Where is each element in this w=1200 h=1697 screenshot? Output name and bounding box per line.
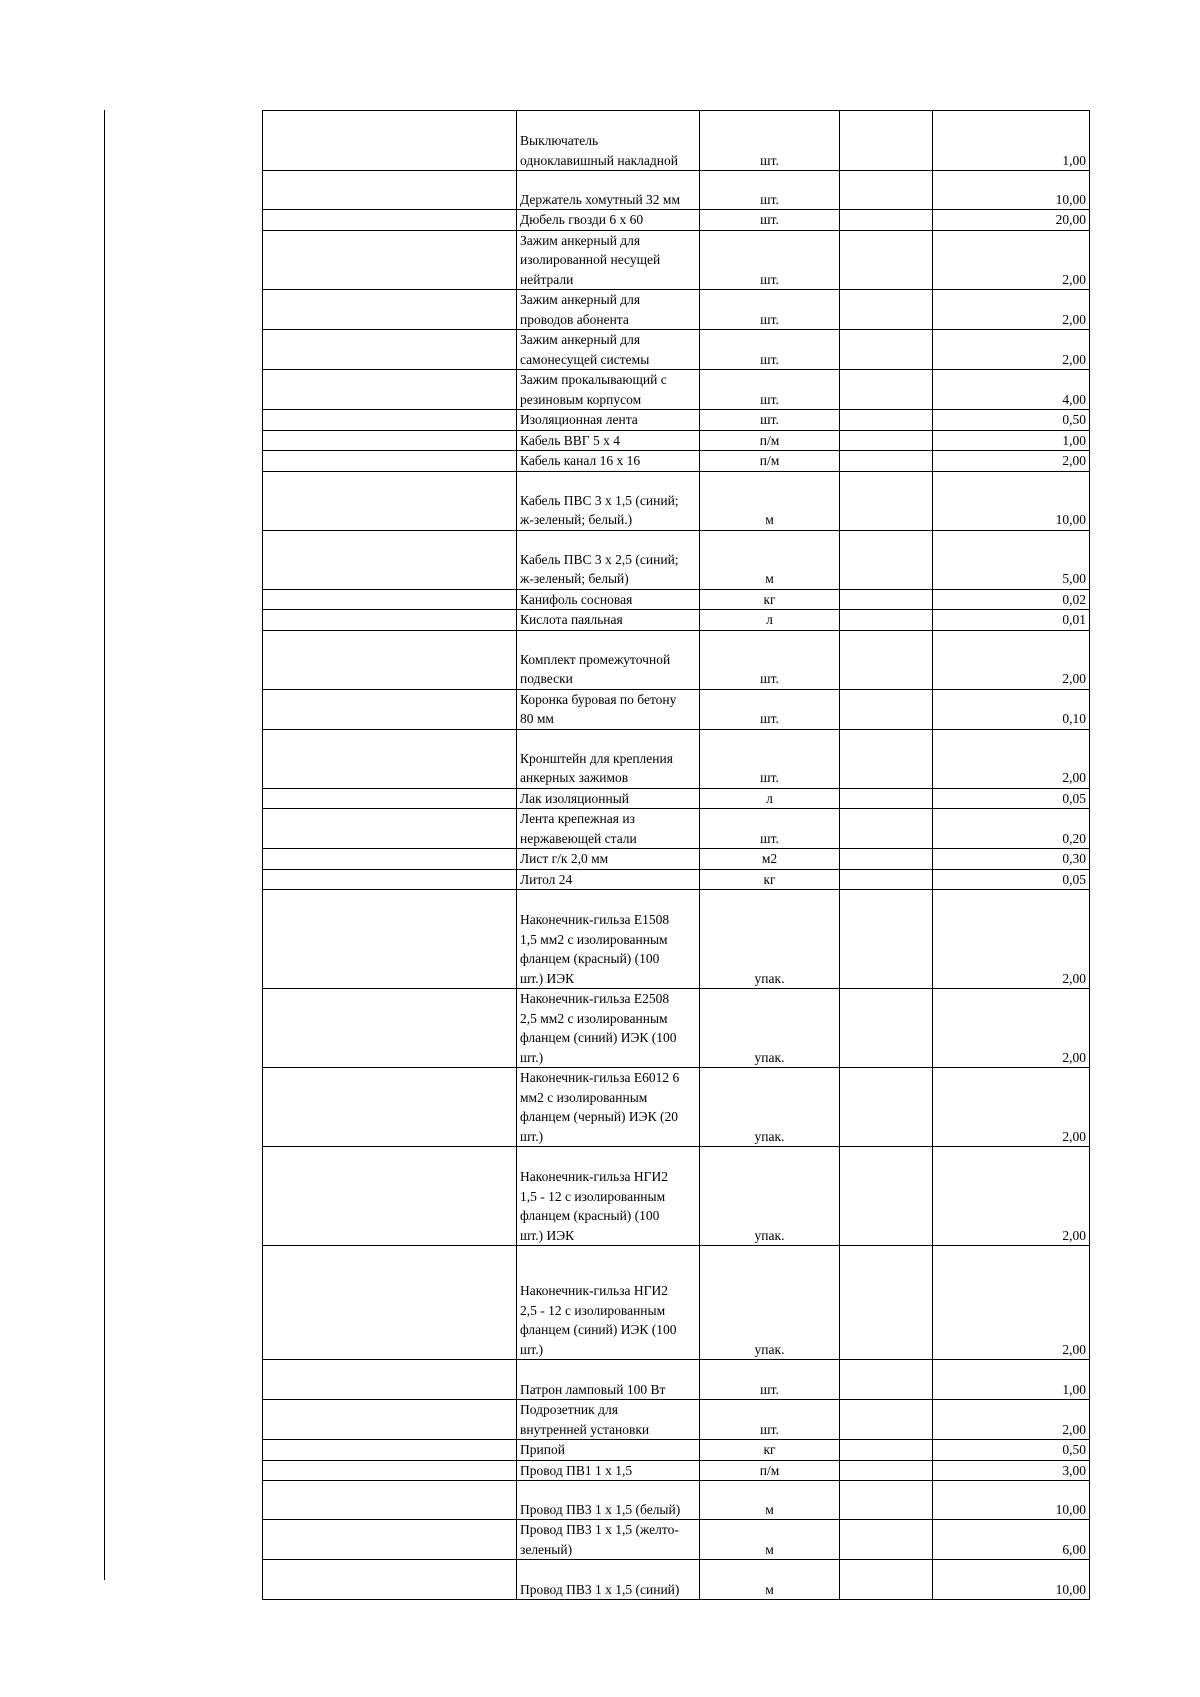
empty-cell: [840, 689, 933, 729]
material-name-cell: Наконечник-гильза НГИ2 1,5 - 12 с изолированным фланцем (красный) (100 шт.) ИЭК: [517, 1147, 700, 1246]
empty-cell: [840, 1460, 933, 1481]
empty-cell: [263, 230, 517, 290]
empty-cell: [840, 1440, 933, 1461]
material-name-cell: Кабель ПВС 3 х 1,5 (синий; ж-зеленый; белый.): [517, 471, 700, 530]
unit-cell: кг: [700, 589, 840, 610]
empty-cell: [263, 809, 517, 849]
materials-table-body: [263, 111, 1090, 1600]
empty-cell: [263, 330, 517, 370]
empty-cell: [263, 849, 517, 870]
table-row: [263, 171, 1090, 210]
empty-cell: [263, 1481, 517, 1520]
material-name-cell: Лист г/к 2,0 мм: [517, 849, 700, 870]
empty-cell: [263, 788, 517, 809]
materials-table: [262, 110, 1090, 1600]
quantity-cell: 6,00: [933, 1520, 1090, 1560]
material-name-cell: Подрозетник для внутренней установки: [517, 1400, 700, 1440]
unit-cell: шт.: [700, 1400, 840, 1440]
table-row: [263, 869, 1090, 890]
empty-cell: [263, 1560, 517, 1600]
table-row: [263, 1068, 1090, 1147]
unit-cell: п/м: [700, 430, 840, 451]
unit-cell: упак.: [700, 890, 840, 989]
left-margin-rule: [104, 110, 105, 1580]
material-name-cell: Провод ПВ3 1 х 1,5 (синий): [517, 1560, 700, 1600]
empty-cell: [840, 610, 933, 631]
empty-cell: [840, 430, 933, 451]
material-name-cell: Провод ПВ1 1 х 1,5: [517, 1460, 700, 1481]
empty-cell: [840, 111, 933, 171]
quantity-cell: 10,00: [933, 1481, 1090, 1520]
unit-cell: м2: [700, 849, 840, 870]
quantity-cell: 2,00: [933, 890, 1090, 989]
unit-cell: упак.: [700, 1068, 840, 1147]
unit-cell: шт.: [700, 630, 840, 689]
quantity-cell: 2,00: [933, 290, 1090, 330]
unit-cell: м: [700, 1520, 840, 1560]
empty-cell: [840, 1147, 933, 1246]
table-row: [263, 290, 1090, 330]
table-row: [263, 610, 1090, 631]
table-row: [263, 1400, 1090, 1440]
unit-cell: п/м: [700, 1460, 840, 1481]
table-row: [263, 430, 1090, 451]
empty-cell: [840, 1360, 933, 1400]
empty-cell: [263, 1147, 517, 1246]
quantity-cell: 0,05: [933, 869, 1090, 890]
empty-cell: [840, 589, 933, 610]
material-name-cell: Канифоль сосновая: [517, 589, 700, 610]
unit-cell: л: [700, 610, 840, 631]
quantity-cell: 2,00: [933, 630, 1090, 689]
quantity-cell: 0,50: [933, 1440, 1090, 1461]
table-row: [263, 111, 1090, 171]
unit-cell: м: [700, 471, 840, 530]
table-row: [263, 1460, 1090, 1481]
table-row: [263, 451, 1090, 472]
empty-cell: [840, 451, 933, 472]
empty-cell: [263, 989, 517, 1068]
empty-cell: [840, 410, 933, 431]
table-row: [263, 230, 1090, 290]
empty-cell: [263, 890, 517, 989]
material-name-cell: Кронштейн для крепления анкерных зажимов: [517, 729, 700, 788]
quantity-cell: 0,20: [933, 809, 1090, 849]
quantity-cell: 10,00: [933, 171, 1090, 210]
empty-cell: [263, 1360, 517, 1400]
material-name-cell: Кабель ВВГ 5 x 4: [517, 430, 700, 451]
empty-cell: [840, 171, 933, 210]
material-name-cell: Коронка буровая по бетону 80 мм: [517, 689, 700, 729]
table-row: [263, 330, 1090, 370]
material-name-cell: Наконечник-гильза Е2508 2,5 мм2 с изолированным фланцем (синий) ИЭК (100 шт.): [517, 989, 700, 1068]
material-name-cell: Лента крепежная из нержавеющей стали: [517, 809, 700, 849]
table-row: [263, 1360, 1090, 1400]
quantity-cell: 2,00: [933, 1246, 1090, 1360]
empty-cell: [840, 530, 933, 589]
material-name-cell: Наконечник-гильза Е1508 1,5 мм2 с изолированным фланцем (красный) (100 шт.) ИЭК: [517, 890, 700, 989]
material-name-cell: Зажим анкерный для изолированной несущей нейтрали: [517, 230, 700, 290]
material-name-cell: Наконечник-гильза НГИ2 2,5 - 12 с изолированным фланцем (синий) ИЭК (100 шт.): [517, 1246, 700, 1360]
empty-cell: [840, 890, 933, 989]
material-name-cell: Изоляционная лента: [517, 410, 700, 431]
empty-cell: [263, 1400, 517, 1440]
unit-cell: шт.: [700, 111, 840, 171]
empty-cell: [263, 589, 517, 610]
material-name-cell: Патрон ламповый 100 Вт: [517, 1360, 700, 1400]
empty-cell: [840, 1481, 933, 1520]
quantity-cell: 2,00: [933, 989, 1090, 1068]
quantity-cell: 2,00: [933, 451, 1090, 472]
unit-cell: м: [700, 1560, 840, 1600]
empty-cell: [263, 171, 517, 210]
material-name-cell: Кабель канал 16 х 16: [517, 451, 700, 472]
table-row: [263, 410, 1090, 431]
empty-cell: [840, 809, 933, 849]
quantity-cell: 2,00: [933, 1068, 1090, 1147]
material-name-cell: Провод ПВ3 1 х 1,5 (желто- зеленый): [517, 1520, 700, 1560]
quantity-cell: 1,00: [933, 430, 1090, 451]
unit-cell: л: [700, 788, 840, 809]
unit-cell: шт.: [700, 729, 840, 788]
empty-cell: [263, 1246, 517, 1360]
material-name-cell: Кабель ПВС 3 х 2,5 (синий; ж-зеленый; белый): [517, 530, 700, 589]
empty-cell: [263, 370, 517, 410]
table-row: [263, 630, 1090, 689]
empty-cell: [263, 1068, 517, 1147]
quantity-cell: 2,00: [933, 1400, 1090, 1440]
table-row: [263, 1246, 1090, 1360]
unit-cell: шт.: [700, 809, 840, 849]
quantity-cell: 0,01: [933, 610, 1090, 631]
material-name-cell: Зажим анкерный для проводов абонента: [517, 290, 700, 330]
empty-cell: [840, 230, 933, 290]
material-name-cell: Зажим прокалывающий с резиновым корпусом: [517, 370, 700, 410]
table-row: [263, 689, 1090, 729]
empty-cell: [263, 729, 517, 788]
table-row: [263, 589, 1090, 610]
table-row: [263, 809, 1090, 849]
quantity-cell: 10,00: [933, 1560, 1090, 1600]
empty-cell: [840, 330, 933, 370]
quantity-cell: 1,00: [933, 1360, 1090, 1400]
quantity-cell: 20,00: [933, 210, 1090, 231]
material-name-cell: Припой: [517, 1440, 700, 1461]
table-row: [263, 849, 1090, 870]
table-row: [263, 1147, 1090, 1246]
material-name-cell: Наконечник-гильза Е6012 6 мм2 с изолированным фланцем (черный) ИЭК (20 шт.): [517, 1068, 700, 1147]
unit-cell: шт.: [700, 171, 840, 210]
table-row: [263, 729, 1090, 788]
empty-cell: [840, 1068, 933, 1147]
unit-cell: упак.: [700, 1246, 840, 1360]
empty-cell: [840, 630, 933, 689]
empty-cell: [840, 989, 933, 1068]
quantity-cell: 5,00: [933, 530, 1090, 589]
table-row: [263, 1520, 1090, 1560]
table-row: [263, 890, 1090, 989]
empty-cell: [263, 869, 517, 890]
table-row: [263, 989, 1090, 1068]
unit-cell: кг: [700, 869, 840, 890]
empty-cell: [263, 290, 517, 330]
empty-cell: [263, 210, 517, 231]
empty-cell: [263, 610, 517, 631]
empty-cell: [263, 410, 517, 431]
empty-cell: [263, 451, 517, 472]
table-row: [263, 210, 1090, 231]
table-row: [263, 1481, 1090, 1520]
unit-cell: шт.: [700, 689, 840, 729]
quantity-cell: 2,00: [933, 230, 1090, 290]
empty-cell: [840, 210, 933, 231]
material-name-cell: Провод ПВ3 1 х 1,5 (белый): [517, 1481, 700, 1520]
quantity-cell: 0,10: [933, 689, 1090, 729]
empty-cell: [840, 1560, 933, 1600]
empty-cell: [840, 1246, 933, 1360]
unit-cell: шт.: [700, 1360, 840, 1400]
quantity-cell: 2,00: [933, 1147, 1090, 1246]
table-row: [263, 370, 1090, 410]
empty-cell: [840, 370, 933, 410]
unit-cell: шт.: [700, 290, 840, 330]
unit-cell: м: [700, 1481, 840, 1520]
quantity-cell: 4,00: [933, 370, 1090, 410]
empty-cell: [840, 1520, 933, 1560]
table-row: [263, 530, 1090, 589]
empty-cell: [263, 689, 517, 729]
unit-cell: кг: [700, 1440, 840, 1461]
unit-cell: м: [700, 530, 840, 589]
quantity-cell: 2,00: [933, 330, 1090, 370]
empty-cell: [263, 430, 517, 451]
empty-cell: [840, 290, 933, 330]
quantity-cell: 0,05: [933, 788, 1090, 809]
unit-cell: шт.: [700, 210, 840, 231]
unit-cell: шт.: [700, 410, 840, 431]
empty-cell: [263, 111, 517, 171]
quantity-cell: 3,00: [933, 1460, 1090, 1481]
table-row: [263, 1560, 1090, 1600]
empty-cell: [263, 630, 517, 689]
empty-cell: [840, 1400, 933, 1440]
unit-cell: п/м: [700, 451, 840, 472]
empty-cell: [263, 1460, 517, 1481]
empty-cell: [840, 729, 933, 788]
empty-cell: [263, 1520, 517, 1560]
empty-cell: [840, 471, 933, 530]
unit-cell: шт.: [700, 230, 840, 290]
material-name-cell: Зажим анкерный для самонесущей системы: [517, 330, 700, 370]
table-row: [263, 1440, 1090, 1461]
table-row: [263, 788, 1090, 809]
material-name-cell: Литол 24: [517, 869, 700, 890]
quantity-cell: 0,30: [933, 849, 1090, 870]
empty-cell: [263, 1440, 517, 1461]
material-name-cell: Держатель хомутный 32 мм: [517, 171, 700, 210]
empty-cell: [840, 849, 933, 870]
empty-cell: [840, 869, 933, 890]
unit-cell: упак.: [700, 1147, 840, 1246]
material-name-cell: Лак изоляционный: [517, 788, 700, 809]
empty-cell: [263, 471, 517, 530]
unit-cell: шт.: [700, 330, 840, 370]
quantity-cell: 2,00: [933, 729, 1090, 788]
empty-cell: [840, 788, 933, 809]
quantity-cell: 0,50: [933, 410, 1090, 431]
material-name-cell: Кислота паяльная: [517, 610, 700, 631]
table-row: [263, 471, 1090, 530]
quantity-cell: 10,00: [933, 471, 1090, 530]
quantity-cell: 0,02: [933, 589, 1090, 610]
empty-cell: [263, 530, 517, 589]
unit-cell: шт.: [700, 370, 840, 410]
quantity-cell: 1,00: [933, 111, 1090, 171]
material-name-cell: Выключатель одноклавишный накладной: [517, 111, 700, 171]
unit-cell: упак.: [700, 989, 840, 1068]
material-name-cell: Дюбель гвозди 6 x 60: [517, 210, 700, 231]
material-name-cell: Комплект промежуточной подвески: [517, 630, 700, 689]
